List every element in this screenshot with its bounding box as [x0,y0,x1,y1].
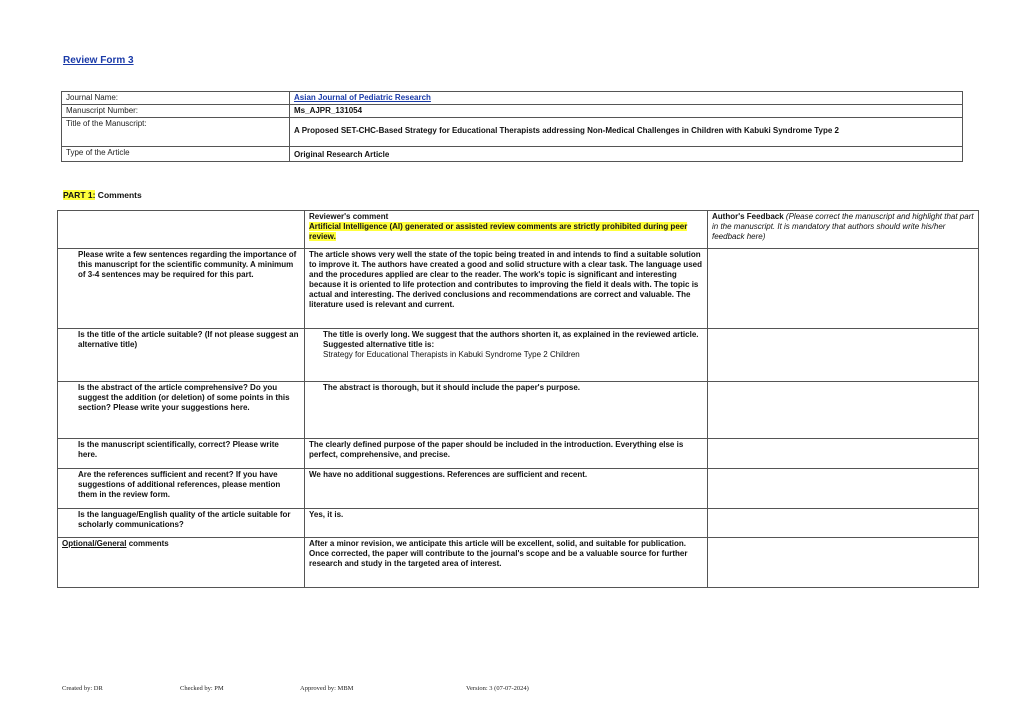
article-type-label: Type of the Article [62,147,290,162]
footer-checked: Checked by: PM [180,685,224,692]
ai-notice: Artificial Intelligence (AI) generated or assisted review comments are strictly prohibited during peer review. [309,222,688,241]
journal-label: Journal Name: [62,92,290,105]
question-cell: Is the abstract of the article comprehensive? Do you suggest the addition (or deletion) of some points in this section? Please write your suggestions here. [58,382,305,439]
author-feedback-cell[interactable] [708,469,979,509]
author-feedback-cell[interactable] [708,439,979,469]
manuscript-title-label: Title of the Manuscript: [62,118,290,147]
review-row [58,469,979,509]
footer-version: Version: 3 (07-07-2024) [466,685,529,692]
footer-approved: Approved by: MBM [300,685,354,692]
reviewer-heading: Reviewer's comment [309,212,389,221]
review-header-row [58,211,979,249]
question-header-cell [58,211,305,249]
journal-row [62,92,963,105]
author-header-cell [708,211,979,249]
author-feedback-cell[interactable] [708,249,979,329]
optional-label-cell [58,538,305,588]
part1-heading [63,190,142,200]
question-cell: Is the language/English quality of the article suitable for scholarly communications? [58,509,305,538]
question-cell: Is the manuscript scientifically, correct? Please write here. [58,439,305,469]
manuscript-number-row [62,105,963,118]
review-row [58,439,979,469]
journal-link[interactable]: Asian Journal of Pediatric Research [294,93,431,102]
optional-row [58,538,979,588]
reviewer-header-cell [305,211,708,249]
author-feedback-cell[interactable] [708,509,979,538]
comment-cell [305,329,708,382]
footer-created: Created by: DR [62,685,103,692]
comment-extra: Suggested alternative title is: [323,340,435,349]
review-row [58,329,979,382]
review-row [58,382,979,439]
manuscript-number-value: Ms_AJPR_131054 [290,105,963,118]
part1-prefix: PART 1: [63,190,96,200]
optional-comment-cell: After a minor revision, we anticipate this article will be excellent, solid, and suitable for publication. Once corrected, the paper will contribute to the journal's scope and be a valuable source for further research and study in the targeted area of interest. [305,538,708,588]
comment-cell: We have no additional suggestions. References are sufficient and recent. [305,469,708,509]
author-feedback-cell[interactable] [708,329,979,382]
comment-cell: Yes, it is. [305,509,708,538]
article-type-row [62,147,963,162]
part1-suffix: Comments [95,190,142,200]
article-type-value: Original Research Article [290,147,963,162]
journal-value [290,92,963,105]
author-feedback-cell[interactable] [708,538,979,588]
review-row [58,249,979,329]
author-heading: Author's Feedback [712,212,784,221]
manuscript-info-table [61,91,963,162]
comment-cell: The abstract is thorough, but it should include the paper's purpose. [305,382,708,439]
manuscript-title-value: A Proposed SET-CHC-Based Strategy for Educational Therapists addressing Non-Medical Challenges in Children with Kabuki Syndrome Type 2 [290,118,963,147]
review-comments-table [57,210,979,588]
review-row [58,509,979,538]
question-cell: Are the references sufficient and recent? If you have suggestions of additional references, please mention them in the review form. [58,469,305,509]
comment-text: The title is overly long. We suggest that the authors shorten it, as explained in the reviewed article. [323,330,699,339]
suggested-title: Strategy for Educational Therapists in Kabuki Syndrome Type 2 Children [323,350,580,359]
comment-cell: The clearly defined purpose of the paper should be included in the introduction. Everything else is perfect, comprehensive, and precise. [305,439,708,469]
optional-suffix: comments [126,539,169,548]
author-note: (Please correct the manuscript and highlight that part in the manuscript. It is mandatory that authors should write his/her feedback here) [712,212,974,241]
manuscript-number-label: Manuscript Number: [62,105,290,118]
optional-label: Optional/General [62,539,127,548]
author-feedback-cell[interactable] [708,382,979,439]
page-title: Review Form 3 [63,55,134,66]
comment-cell: The article shows very well the state of the topic being treated in and intends to find a suitable solution to improve it. The authors have created a good and solid structure with a clear task. The language used and the procedures applied are clear to the reader. The work's topic is significant and interesting because it is oriented to life protection and contributes to improving the field it deals with. The topic is actual and interesting. The derived conclusions and recommendations are correct and valuable. The literature used is relevant and current. [305,249,708,329]
question-cell: Is the title of the article suitable? (If not please suggest an alternative title) [58,329,305,382]
question-cell: Please write a few sentences regarding the importance of this manuscript for the scientific community. A minimum of 3-4 sentences may be required for this part. [58,249,305,329]
manuscript-title-row [62,118,963,147]
